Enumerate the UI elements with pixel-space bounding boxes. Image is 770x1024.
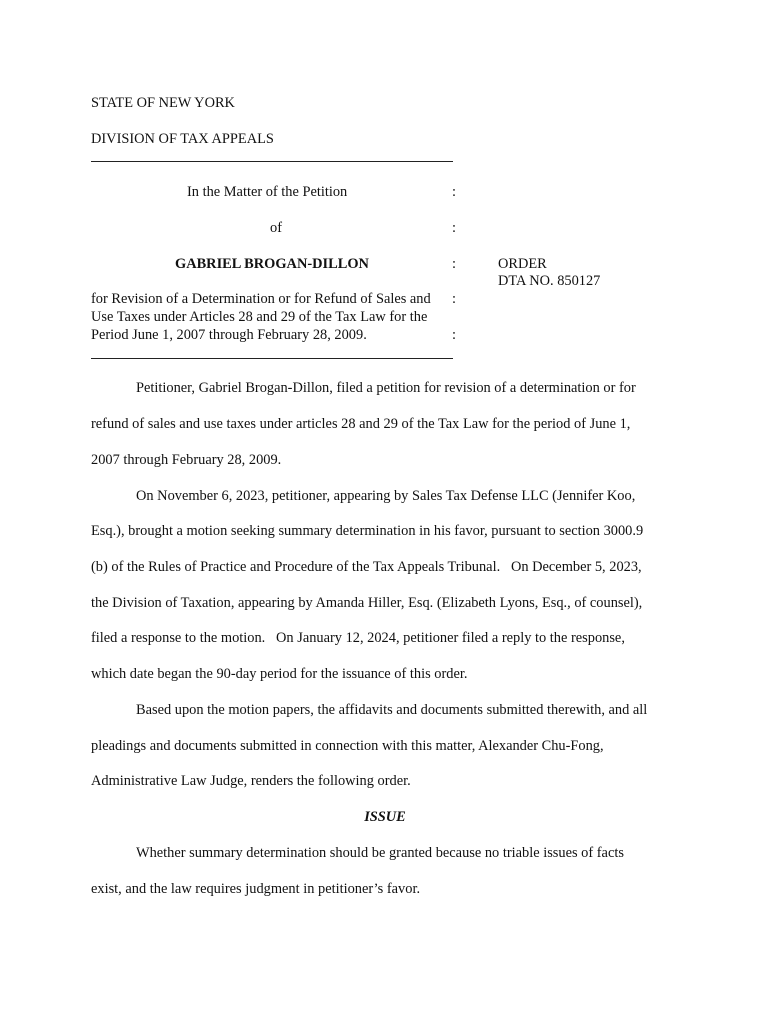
revision-line: Period June 1, 2007 through February 28, 2009.: [91, 327, 367, 343]
body-line: 2007 through February 28, 2009.: [91, 452, 282, 468]
matter-line: In the Matter of the Petition: [187, 184, 348, 200]
body-line: the Division of Taxation, appearing by Amanda Hiller, Esq. (Elizabeth Lyons, Esq., of counsel),: [91, 595, 643, 611]
caption-top-rule: [91, 161, 453, 162]
body-line: (b) of the Rules of Practice and Procedure of the Tax Appeals Tribunal. On December 5, 2023,: [91, 559, 642, 575]
body-line: Petitioner, Gabriel Brogan-Dillon, filed a petition for revision of a determination or for: [136, 380, 636, 396]
issue-line: Whether summary determination should be granted because no triable issues of facts: [136, 845, 624, 861]
of-line: of: [270, 220, 282, 236]
body-line: On November 6, 2023, petitioner, appearing by Sales Tax Defense LLC (Jennifer Koo,: [136, 488, 636, 504]
body-line: filed a response to the motion. On January 12, 2024, petitioner filed a reply to the response,: [91, 630, 625, 646]
issue-line: exist, and the law requires judgment in petitioner’s favor.: [91, 881, 421, 897]
dta-number: DTA NO. 850127: [498, 273, 601, 289]
division-heading: DIVISION OF TAX APPEALS: [91, 131, 274, 147]
caption-colon: :: [452, 327, 456, 343]
petitioner-name: GABRIEL BROGAN-DILLON: [175, 256, 369, 272]
revision-line: Use Taxes under Articles 28 and 29 of the Tax Law for the: [91, 309, 428, 325]
state-heading: STATE OF NEW YORK: [91, 95, 235, 111]
body-line: which date began the 90-day period for the issuance of this order.: [91, 666, 468, 682]
caption-colon: :: [452, 256, 456, 272]
body-line: refund of sales and use taxes under articles 28 and 29 of the Tax Law for the period of June 1,: [91, 416, 631, 432]
caption-colon: :: [452, 220, 456, 236]
body-line: Esq.), brought a motion seeking summary determination in his favor, pursuant to section 3000.9: [91, 523, 644, 539]
issue-heading: ISSUE: [364, 809, 406, 825]
caption-colon: :: [452, 184, 456, 200]
revision-line: for Revision of a Determination or for Refund of Sales and: [91, 291, 431, 307]
caption-bottom-rule: [91, 358, 453, 359]
order-label: ORDER: [498, 256, 547, 272]
body-line: Administrative Law Judge, renders the following order.: [91, 773, 411, 789]
body-line: Based upon the motion papers, the affidavits and documents submitted therewith, and all: [136, 702, 648, 718]
body-line: pleadings and documents submitted in connection with this matter, Alexander Chu-Fong,: [91, 738, 604, 754]
caption-colon: :: [452, 291, 456, 307]
